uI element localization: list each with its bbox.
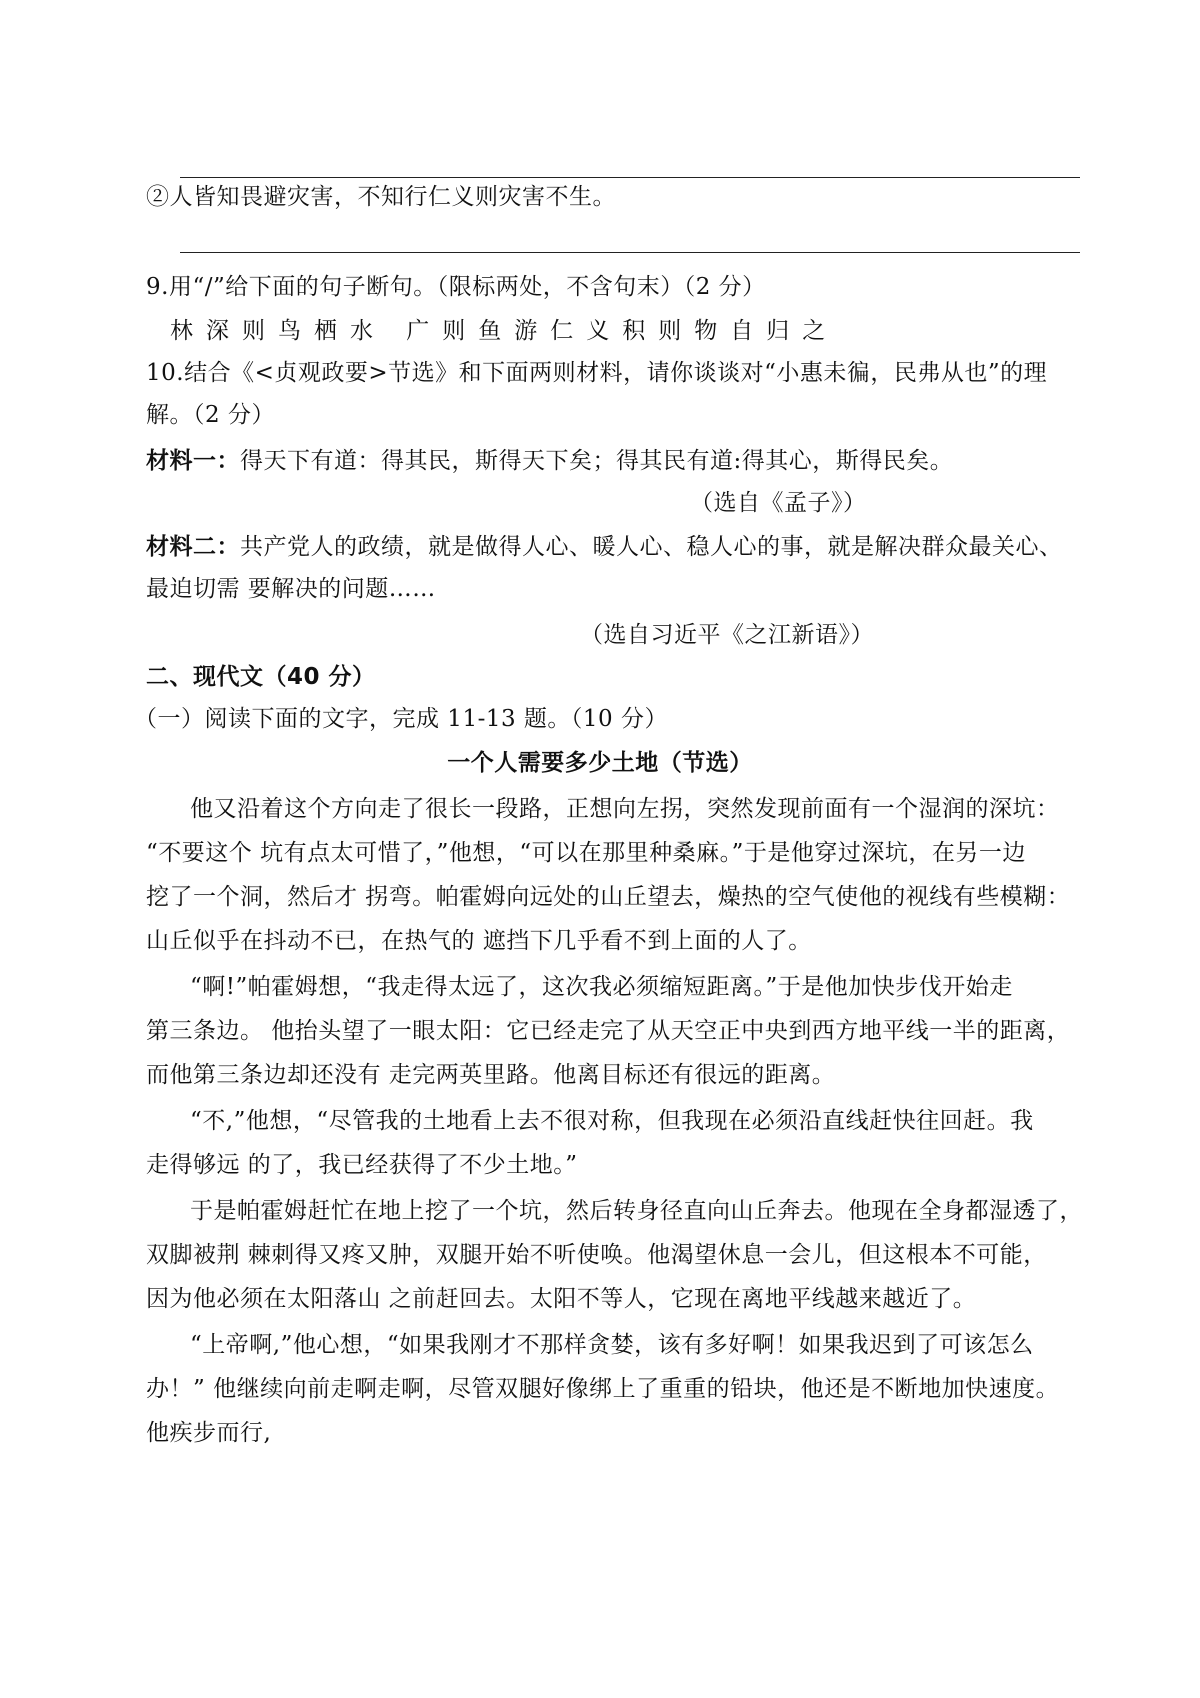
classical-item-2: ②人皆知畏避灾害，不知行仁义则灾害不生。 [146, 184, 616, 210]
material-2-text: 共产党人的政绩，就是做得人心、暖人心、稳人心的事，就是解决群众最关心、 [240, 534, 1063, 560]
question-10-line-1: 10.结合《<贞观政要>节选》和下面两则材料，请你谈谈对“小惠未徧，民弗从也”的理 [146, 360, 1048, 386]
material-1 [146, 446, 953, 476]
passage-line: “啊!”帕霍姆想，“我走得太远了，这次我必须缩短距离。”于是他加快步伐开始走 [190, 974, 1013, 1000]
passage-line: “不,”他想，“尽管我的土地看上去不很对称，但我现在必须沿直线赶快往回赶。我 [190, 1108, 1034, 1134]
passage-title: 一个人需要多少土地（节选） [447, 750, 753, 776]
part-1-instruction: （一）阅读下面的文字，完成 11-13 题。（10 分） [134, 706, 669, 732]
material-1-source: （选自《孟子》） [690, 490, 867, 516]
material-2-label: 材料二： [146, 534, 240, 560]
passage-line: 走得够远 的了，我已经获得了不少土地。” [146, 1152, 578, 1178]
question-9: 9.用“/”给下面的句子断句。（限标两处，不含句末）（2 分） [146, 274, 766, 300]
material-2 [146, 532, 1063, 562]
passage-line: “上帝啊,”他心想，“如果我刚才不那样贪婪，该有多好啊！如果我迟到了可该怎么 [190, 1332, 1034, 1358]
passage-line: 因为他必须在太阳落山 之前赶回去。太阳不等人，它现在离地平线越来越近了。 [146, 1286, 977, 1312]
material-2-source: （选自习近平《之江新语》） [580, 622, 874, 648]
passage-line: 办！” 他继续向前走啊走啊，尽管双腿好像绑上了重重的铅块，他还是不断地加快速度。 [146, 1376, 1060, 1402]
section-title: 二、现代文（40 分） [146, 664, 376, 690]
passage-line: 他疾步而行, [146, 1420, 272, 1446]
question-9-text: 林深则鸟栖水 广则鱼游仁义积则物自归之 [170, 318, 839, 344]
material-2-line-2: 最迫切需 要解决的问题…… [146, 576, 436, 602]
answer-line-2 [180, 252, 1080, 253]
passage-line: 而他第三条边却还没有 走完两英里路。他离目标还有很远的距离。 [146, 1062, 836, 1088]
passage-line: 于是帕霍姆赶忙在地上挖了一个坑，然后转身径直向山丘奔去。他现在全身都湿透了， [190, 1198, 1083, 1224]
passage-line: 他又沿着这个方向走了很长一段路，正想向左拐，突然发现前面有一个湿润的深坑： [190, 796, 1060, 822]
material-1-label: 材料一： [146, 448, 240, 474]
question-10-line-2: 解。（2 分） [146, 402, 275, 428]
passage-line: 挖了一个洞，然后才 拐弯。帕霍姆向远处的山丘望去，燥热的空气使他的视线有些模糊： [146, 884, 1071, 910]
passage-line: “不要这个 坑有点太可惜了，”他想，“可以在那里种桑麻。”于是他穿过深坑，在另一边 [146, 840, 1026, 866]
passage-line: 山丘似乎在抖动不已，在热气的 遮挡下几乎看不到上面的人了。 [146, 928, 812, 954]
passage-line: 第三条边。 他抬头望了一眼太阳：它已经走完了从天空正中央到西方地平线一半的距离， [146, 1018, 1071, 1044]
answer-line-1 [180, 177, 1080, 178]
passage-line: 双脚被荆 棘刺得又疼又肿，双腿开始不听使唤。他渴望休息一会儿，但这根本不可能， [146, 1242, 1047, 1268]
material-1-text: 得天下有道：得其民，斯得天下矣；得其民有道:得其心，斯得民矣。 [240, 448, 954, 474]
